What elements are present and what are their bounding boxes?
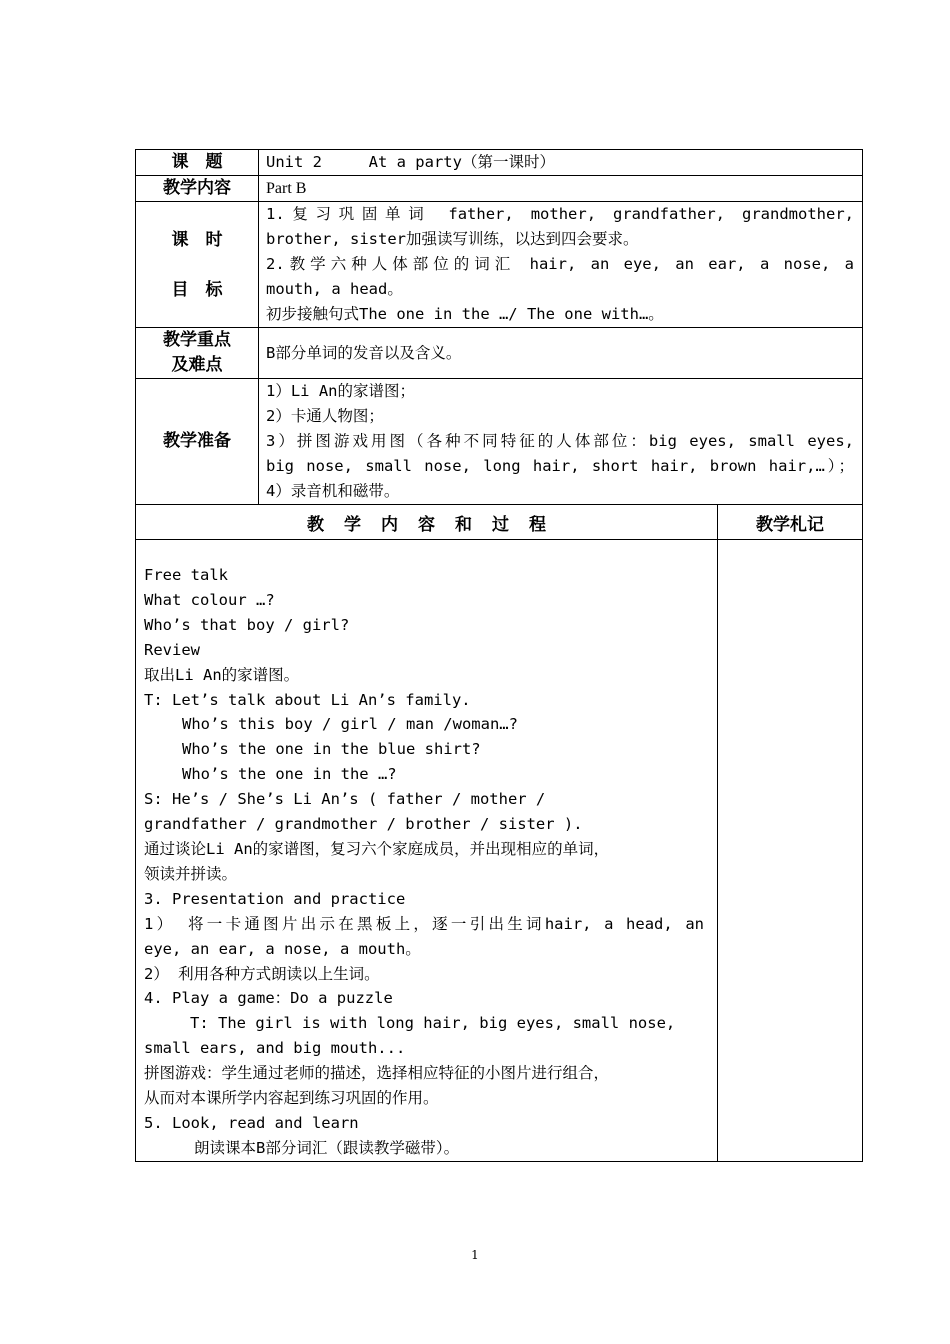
preparation-row [136,379,863,505]
process-line: grandfather / grandmother / brother / sister ). [144,815,583,834]
prep-line: 2）卡通人物图； [266,407,384,425]
process-line: Who’s that boy / girl? [144,615,350,634]
page-number: 1 [471,1248,479,1262]
notes-content [718,540,863,1162]
process-line: 拼图游戏：学生通过老师的描述，选择相应特征的小图片进行组合， [144,1064,610,1083]
notes-header: 教学札记 [718,505,863,540]
process-line: 领读并拼读。 [144,864,238,883]
prep-line: 3）拼图游戏用图（各种不同特征的人体部位：big eyes, small eyes, [266,432,854,450]
objective-line: brother, sister加强读写训练，以达到四会要求。 [266,230,639,248]
key-points-label-line-1: 教学重点 [163,330,231,350]
topic-value: Unit 2 At a party（第一课时） [259,150,863,176]
content-row [136,176,863,202]
objectives-label-line-1: 课 时 [171,229,223,250]
process-line: Review [144,640,200,659]
prep-line: 4）录音机和磁带。 [266,482,400,500]
process-line: S: He’s / She’s Li An’s ( father / mother / [144,790,546,809]
process-line: T: The girl is with long hair, big eyes, small nose, [190,1014,676,1033]
objective-line: 初步接触句式The one in the …/ The one with…。 [266,305,664,323]
objective-line: 2.教学六种人体部位的词汇 hair, an eye, an ear, a nose, a [266,255,854,273]
objective-line: mouth, a head。 [266,280,403,298]
prep-line: 1）Li An的家谱图； [266,382,415,400]
preparation-value [259,379,863,505]
topic-label: 课 题 [136,150,259,176]
content-label: 教学内容 [136,176,259,202]
prep-line: big nose, small nose, long hair, short hair, brown hair,…）； [266,457,854,475]
objectives-label [136,202,259,328]
process-header [136,505,718,540]
key-points-label [136,328,259,379]
objectives-row [136,202,863,328]
key-points-value: B部分单词的发音以及含义。 [259,328,863,379]
process-line: 4. Play a game：Do a puzzle [144,989,393,1008]
process-line: 1） 将一卡通图片出示在黑板上，逐一引出生词hair, a head, an [144,914,704,933]
process-header-text: 教学内容和过程 [307,514,566,535]
process-line: 从而对本课所学内容起到练习巩固的作用。 [144,1089,439,1108]
process-line: eye, an ear, a nose, a mouth。 [144,939,421,958]
process-line: 朗读课本B部分词汇（跟读教学磁带）。 [194,1138,460,1157]
process-line: 3. Presentation and practice [144,889,406,908]
content-value: Part B [259,176,863,202]
process-line: T: Let’s talk about Li An’s family. [144,690,471,709]
process-line: small ears, and big mouth... [144,1039,406,1058]
process-body-row [136,540,863,1162]
process-line: 取出Li An的家谱图。 [144,665,300,684]
process-content [136,540,718,1162]
topic-row [136,150,863,176]
objectives-value [259,202,863,328]
process-line: Free talk [144,566,228,584]
lesson-plan-table [135,149,863,1162]
process-line: What colour …? [144,590,275,609]
preparation-label: 教学准备 [136,379,259,505]
process-header-row [136,505,863,540]
process-line: 2） 利用各种方式朗读以上生词。 [144,964,380,983]
process-line: 通过谈论Li An的家谱图，复习六个家庭成员，并出现相应的单词， [144,839,610,858]
key-points-label-line-2: 及难点 [171,355,223,375]
process-line: 5. Look, read and learn [144,1113,359,1132]
process-line: Who’s the one in the …? [182,765,397,784]
process-line: Who’s the one in the blue shirt? [182,740,481,759]
objective-line: 1.复习巩固单词 father, mother, grandfather, grandmother, [266,205,854,223]
key-points-row [136,328,863,379]
objectives-label-line-2: 目 标 [171,279,223,300]
process-line: Who’s this boy / girl / man /woman…? [182,715,518,734]
